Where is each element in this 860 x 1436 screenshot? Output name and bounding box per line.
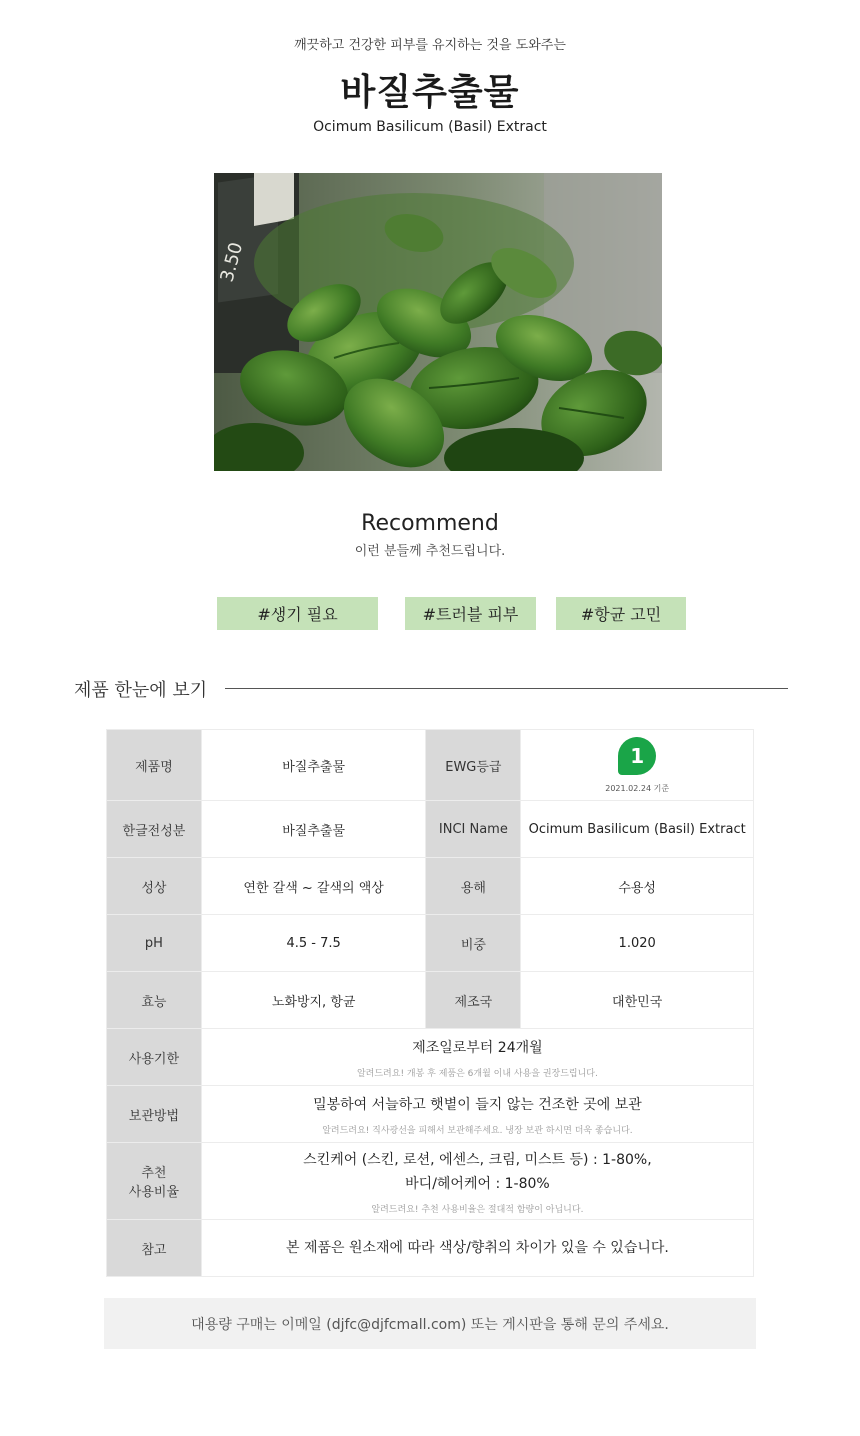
ewg-label: EWG등급: [426, 730, 521, 801]
recommend-subtitle: 이런 분들께 추천드립니다.: [354, 544, 506, 559]
inci-label: INCI Name: [426, 801, 521, 858]
table-row: [107, 915, 754, 972]
ratio-label-line2: 사용비율: [128, 1185, 180, 1200]
origin-value: 대한민국: [521, 972, 754, 1029]
specific-gravity-label: 비중: [426, 915, 521, 972]
name-value: 바질추출물: [201, 730, 426, 801]
table-row: [107, 1086, 754, 1143]
ratio-note: 알려드려요! 추천 사용비율은 절대적 함량이 아닙니다.: [371, 1204, 584, 1215]
tag-vitality: #생기 필요: [217, 597, 378, 630]
ewg-grade-badge: 1: [618, 737, 656, 775]
expiry-note: 알려드려요! 개봉 후 제품은 6개월 이내 사용을 권장드립니다.: [356, 1068, 598, 1079]
tag-antibacterial: #항균 고민: [556, 597, 686, 630]
storage-label: 보관방법: [107, 1086, 202, 1143]
basil-photo-graphic: [214, 173, 662, 471]
ratio-value-line2: 바디/헤어케어 : 1-80%: [405, 1175, 550, 1192]
reference-value: [201, 1220, 753, 1277]
ewg-cell: [521, 730, 754, 801]
price-sign-text: 3.50: [216, 240, 248, 285]
kor-value: 바질추출물: [201, 801, 426, 858]
efficacy-value: 노화방지, 항균: [201, 972, 426, 1029]
basil-photo: [214, 173, 662, 471]
ratio-value-line1: 스킨케어 (스킨, 로션, 에센스, 크림, 미스트 등) : 1-80%,: [303, 1151, 652, 1168]
efficacy-label: 효능: [107, 972, 202, 1029]
table-row: [107, 730, 754, 801]
storage-cell: [201, 1086, 753, 1143]
table-row: [107, 1029, 754, 1086]
ewg-date: 2021.02.24 기준: [605, 783, 670, 793]
bulk-purchase-notice: 대용량 구매는 이메일 (djfc@djfcmall.com) 또는 게시판을 통해 문의 주세요.: [104, 1298, 756, 1349]
ph-label: pH: [107, 915, 202, 972]
table-row: [107, 972, 754, 1029]
reference-label: 참고: [107, 1220, 202, 1277]
solubility-value: 수용성: [521, 858, 754, 915]
overview-divider: [225, 688, 788, 689]
table-row: [107, 1143, 754, 1220]
solubility-label: 용해: [426, 858, 521, 915]
ratio-label: [107, 1143, 202, 1220]
ratio-label-line1: 추천: [141, 1166, 167, 1181]
overview-title: 제품 한눈에 보기: [74, 680, 208, 701]
ratio-cell: [201, 1143, 753, 1220]
specific-gravity-value: 1.020: [521, 915, 754, 972]
property-value: 연한 갈색 ~ 갈색의 액상: [201, 858, 426, 915]
property-label: 성상: [107, 858, 202, 915]
expiry-value: 제조일로부터 24개월: [412, 1039, 543, 1056]
expiry-cell: [201, 1029, 753, 1086]
table-row: [107, 1220, 754, 1277]
ph-value: 4.5 - 7.5: [201, 915, 426, 972]
storage-value: 밀봉하여 서늘하고 햇볕이 들지 않는 건조한 곳에 보관: [313, 1096, 642, 1113]
origin-label: 제조국: [426, 972, 521, 1029]
product-info-table: [106, 729, 754, 1277]
table-row: [107, 801, 754, 858]
storage-note: 알려드려요! 직사광선을 피해서 보관해주세요. 냉장 보관 하시면 더욱 좋습니다.: [322, 1125, 633, 1136]
product-title: 바질추출물: [340, 72, 520, 113]
kor-label: 한글전성분: [107, 801, 202, 858]
name-label: 제품명: [107, 730, 202, 801]
reference-text: 본 제품은 원소재에 따라 색상/향취의 차이가 있을 수 있습니다.: [285, 1240, 669, 1256]
expiry-label: 사용기한: [107, 1029, 202, 1086]
product-subtitle: 깨끗하고 건강한 피부를 유지하는 것을 도와주는: [294, 38, 566, 53]
recommend-title: Recommend: [361, 511, 499, 536]
product-title-en: Ocimum Basilicum (Basil) Extract: [313, 119, 547, 135]
table-row: [107, 858, 754, 915]
inci-value: Ocimum Basilicum (Basil) Extract: [521, 801, 754, 858]
tag-trouble-skin: #트러블 피부: [405, 597, 536, 630]
